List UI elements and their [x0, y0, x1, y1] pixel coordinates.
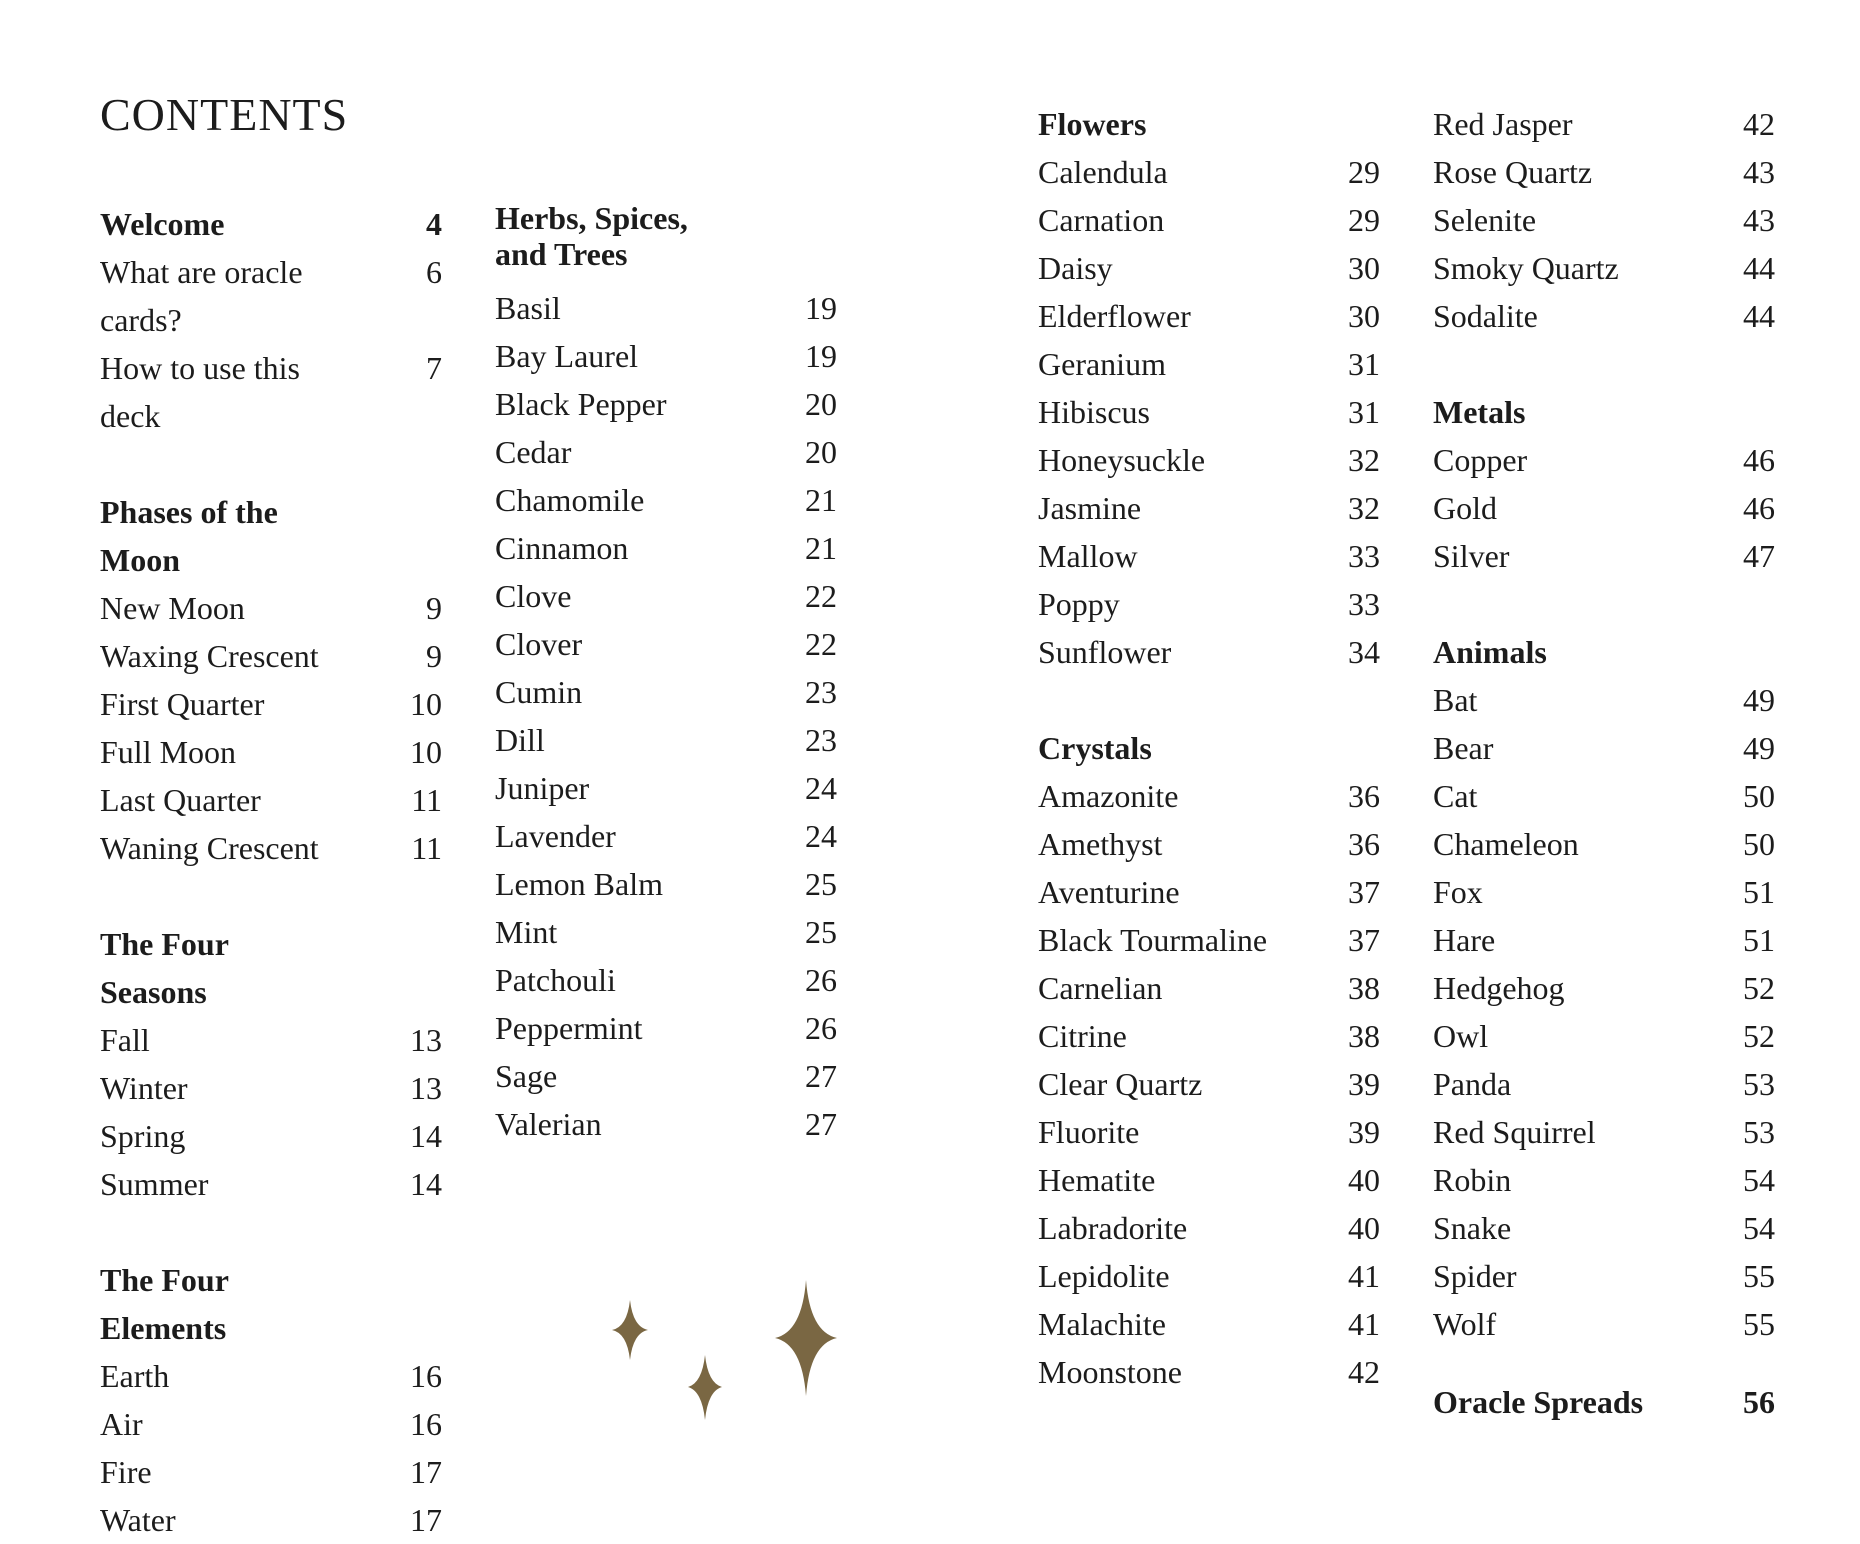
toc-entry-page: 39	[1348, 1066, 1380, 1102]
toc-entry-waning-crescent	[100, 824, 442, 872]
toc-entry-lepidolite	[1038, 1252, 1380, 1300]
toc-column-2	[495, 200, 837, 1148]
section-heading-label: The Four Elements	[100, 1262, 229, 1346]
toc-entry-label: Elderflower	[1038, 298, 1191, 334]
toc-entry-label: Amazonite	[1038, 778, 1179, 814]
section-heading-herbs-spices-and-trees	[495, 200, 837, 272]
toc-entry-label: Snake	[1433, 1210, 1512, 1246]
toc-entry-label: Sunflower	[1038, 634, 1172, 670]
toc-entry-silver	[1433, 532, 1775, 580]
toc-entry-label: Labradorite	[1038, 1210, 1188, 1246]
toc-entry-label: Jasmine	[1038, 490, 1142, 526]
toc-entry-label: Red Jasper	[1433, 106, 1573, 142]
toc-entry-page: 27	[805, 1106, 837, 1142]
toc-entry-label: Cat	[1433, 778, 1478, 814]
toc-entry-label: Moonstone	[1038, 1354, 1182, 1390]
toc-entry-juniper	[495, 764, 837, 812]
toc-entry-label: Copper	[1433, 442, 1528, 478]
section-heading-animals	[1433, 628, 1775, 676]
toc-entry-page: 54	[1743, 1162, 1775, 1198]
toc-entry-page: 20	[805, 434, 837, 470]
toc-entry-page: 51	[1743, 922, 1775, 958]
toc-entry-patchouli	[495, 956, 837, 1004]
toc-entry-cinnamon	[495, 524, 837, 572]
toc-entry-label: Air	[100, 1406, 143, 1442]
toc-entry-page: 19	[805, 338, 837, 374]
toc-entry-carnelian	[1038, 964, 1380, 1012]
toc-entry-bat	[1433, 676, 1775, 724]
toc-entry-label: Wolf	[1433, 1306, 1497, 1342]
toc-entry-page: 55	[1743, 1306, 1775, 1342]
sparkle-stars-icon	[600, 1280, 850, 1420]
toc-entry-page: 42	[1743, 106, 1775, 142]
toc-entry-label: Panda	[1433, 1066, 1512, 1102]
toc-entry-label: Hibiscus	[1038, 394, 1150, 430]
toc-entry-label: Spring	[100, 1118, 186, 1154]
toc-entry-geranium	[1038, 340, 1380, 388]
toc-entry-page: 26	[805, 1010, 837, 1046]
toc-entry-daisy	[1038, 244, 1380, 292]
toc-entry-hematite	[1038, 1156, 1380, 1204]
toc-column-3	[1038, 100, 1380, 1396]
toc-entry-page: 44	[1743, 250, 1775, 286]
toc-entry-label: Amethyst	[1038, 826, 1163, 862]
toc-entry-bay-laurel	[495, 332, 837, 380]
toc-entry-page: 46	[1743, 442, 1775, 478]
toc-entry-label: Selenite	[1433, 202, 1537, 238]
toc-entry-page: 29	[1348, 202, 1380, 238]
toc-entry-page: 22	[805, 578, 837, 614]
toc-entry-label: Cinnamon	[495, 530, 629, 566]
toc-entry-panda	[1433, 1060, 1775, 1108]
toc-entry-poppy	[1038, 580, 1380, 628]
section-heading-label: Welcome	[100, 206, 225, 242]
toc-entry-label: Rose Quartz	[1433, 154, 1593, 190]
toc-entry-page: 52	[1743, 1018, 1775, 1054]
toc-entry-label: Carnation	[1038, 202, 1165, 238]
toc-entry-new-moon	[100, 584, 442, 632]
toc-entry-hedgehog	[1433, 964, 1775, 1012]
toc-entry-label: Bear	[1433, 730, 1494, 766]
toc-entry-page: 54	[1743, 1210, 1775, 1246]
toc-entry-page: 13	[410, 1070, 442, 1106]
toc-entry-label: New Moon	[100, 590, 245, 626]
toc-entry-label: How to use this deck	[100, 350, 300, 434]
section-heading-label: Herbs, Spices, and Trees	[495, 200, 688, 272]
toc-entry-full-moon	[100, 728, 442, 776]
toc-entry-page: 25	[805, 914, 837, 950]
toc-entry-page: 11	[411, 830, 442, 866]
toc-entry-label: Geranium	[1038, 346, 1166, 382]
toc-entry-water	[100, 1496, 442, 1544]
toc-entry-page: 27	[805, 1058, 837, 1094]
toc-entry-page: 37	[1348, 922, 1380, 958]
toc-entry-label: Hedgehog	[1433, 970, 1565, 1006]
toc-entry-page: 9	[426, 638, 442, 674]
section-heading-crystals	[1038, 724, 1380, 772]
toc-entry-citrine	[1038, 1012, 1380, 1060]
toc-entry-page: 24	[805, 770, 837, 806]
toc-entry-how-to-use-this-deck	[100, 344, 442, 440]
toc-entry-page: 32	[1348, 490, 1380, 526]
toc-entry-page: 7	[426, 350, 442, 386]
toc-entry-bear	[1433, 724, 1775, 772]
toc-entry-label: Silver	[1433, 538, 1510, 574]
toc-entry-label: Daisy	[1038, 250, 1113, 286]
toc-entry-clear-quartz	[1038, 1060, 1380, 1108]
toc-entry-label: Earth	[100, 1358, 170, 1394]
toc-entry-fire	[100, 1448, 442, 1496]
toc-entry-page: 10	[410, 734, 442, 770]
toc-entry-cat	[1433, 772, 1775, 820]
toc-entry-label: Hare	[1433, 922, 1496, 958]
toc-entry-sunflower	[1038, 628, 1380, 676]
section-heading-welcome	[100, 200, 442, 248]
toc-entry-page: 49	[1743, 730, 1775, 766]
toc-entry-cumin	[495, 668, 837, 716]
toc-entry-page: 31	[1348, 394, 1380, 430]
toc-entry-page: 51	[1743, 874, 1775, 910]
toc-entry-label: Calendula	[1038, 154, 1168, 190]
toc-entry-amazonite	[1038, 772, 1380, 820]
toc-entry-mint	[495, 908, 837, 956]
section-heading-label: Flowers	[1038, 106, 1147, 142]
toc-entry-label: Citrine	[1038, 1018, 1127, 1054]
toc-entry-page: 16	[410, 1406, 442, 1442]
toc-entry-lavender	[495, 812, 837, 860]
toc-entry-label: Water	[100, 1502, 176, 1538]
toc-entry-label: Lavender	[495, 818, 616, 854]
section-heading-label: Crystals	[1038, 730, 1152, 766]
toc-entry-label: Poppy	[1038, 586, 1120, 622]
toc-entry-moonstone	[1038, 1348, 1380, 1396]
toc-entry-page: 24	[805, 818, 837, 854]
toc-entry-page: 46	[1743, 490, 1775, 526]
section-heading-the-four-elements	[100, 1256, 442, 1352]
toc-entry-jasmine	[1038, 484, 1380, 532]
section-heading-label: Metals	[1433, 394, 1526, 430]
toc-entry-page: 21	[805, 482, 837, 518]
toc-entry-label: Red Squirrel	[1433, 1114, 1596, 1150]
toc-entry-amethyst	[1038, 820, 1380, 868]
toc-entry-black-tourmaline	[1038, 916, 1380, 964]
toc-entry-page: 32	[1348, 442, 1380, 478]
toc-entry-page: 30	[1348, 250, 1380, 286]
toc-entry-label: Dill	[495, 722, 545, 758]
toc-entry-fall	[100, 1016, 442, 1064]
toc-entry-label: Malachite	[1038, 1306, 1166, 1342]
toc-entry-chameleon	[1433, 820, 1775, 868]
toc-entry-label: Owl	[1433, 1018, 1489, 1054]
toc-entry-label: Clear Quartz	[1038, 1066, 1203, 1102]
toc-entry-label: Honeysuckle	[1038, 442, 1206, 478]
section-heading-metals	[1433, 388, 1775, 436]
toc-entry-label: Black Tourmaline	[1038, 922, 1268, 958]
toc-entry-label: Chamomile	[495, 482, 645, 518]
toc-entry-valerian	[495, 1100, 837, 1148]
toc-entry-label: Carnelian	[1038, 970, 1163, 1006]
toc-entry-gold	[1433, 484, 1775, 532]
toc-entry-hare	[1433, 916, 1775, 964]
toc-entry-page: 14	[410, 1166, 442, 1202]
toc-entry-page: 50	[1743, 778, 1775, 814]
toc-entry-page: 43	[1743, 154, 1775, 190]
toc-entry-page: 16	[410, 1358, 442, 1394]
toc-entry-page: 44	[1743, 298, 1775, 334]
toc-entry-label: Bay Laurel	[495, 338, 639, 374]
toc-entry-label: Fall	[100, 1022, 150, 1058]
section-heading-page: 4	[426, 206, 442, 242]
section-heading-label: Oracle Spreads	[1433, 1384, 1644, 1420]
toc-entry-carnation	[1038, 196, 1380, 244]
toc-entry-label: Clove	[495, 578, 572, 614]
toc-entry-page: 23	[805, 674, 837, 710]
toc-entry-page: 40	[1348, 1162, 1380, 1198]
toc-entry-label: What are oracle cards?	[100, 254, 303, 338]
toc-entry-label: Robin	[1433, 1162, 1512, 1198]
toc-entry-page: 23	[805, 722, 837, 758]
toc-entry-page: 17	[410, 1502, 442, 1538]
toc-entry-smoky-quartz	[1433, 244, 1775, 292]
toc-entry-snake	[1433, 1204, 1775, 1252]
toc-entry-label: Smoky Quartz	[1433, 250, 1619, 286]
toc-entry-page: 13	[410, 1022, 442, 1058]
toc-entry-page: 43	[1743, 202, 1775, 238]
toc-entry-wolf	[1433, 1300, 1775, 1348]
toc-entry-label: Sage	[495, 1058, 558, 1094]
toc-entry-label: Lepidolite	[1038, 1258, 1170, 1294]
toc-entry-label: Summer	[100, 1166, 209, 1202]
toc-entry-label: Gold	[1433, 490, 1497, 526]
toc-entry-page: 19	[805, 290, 837, 326]
toc-entry-page: 31	[1348, 346, 1380, 382]
toc-entry-selenite	[1433, 196, 1775, 244]
toc-entry-label: Waxing Crescent	[100, 638, 319, 674]
toc-entry-spider	[1433, 1252, 1775, 1300]
toc-entry-page: 25	[805, 866, 837, 902]
toc-entry-spring	[100, 1112, 442, 1160]
toc-entry-aventurine	[1038, 868, 1380, 916]
toc-entry-clover	[495, 620, 837, 668]
toc-entry-label: Peppermint	[495, 1010, 643, 1046]
toc-entry-label: Fox	[1433, 874, 1483, 910]
toc-entry-mallow	[1038, 532, 1380, 580]
toc-entry-first-quarter	[100, 680, 442, 728]
toc-entry-page: 42	[1348, 1354, 1380, 1390]
toc-entry-label: Lemon Balm	[495, 866, 663, 902]
toc-entry-label: Clover	[495, 626, 583, 662]
toc-entry-page: 39	[1348, 1114, 1380, 1150]
toc-entry-label: Winter	[100, 1070, 188, 1106]
toc-entry-hibiscus	[1038, 388, 1380, 436]
section-heading-label: Animals	[1433, 634, 1547, 670]
toc-entry-label: Waning Crescent	[100, 830, 319, 866]
section-heading-phases-of-the-moon	[100, 488, 442, 584]
toc-entry-page: 37	[1348, 874, 1380, 910]
section-heading-label: The Four Seasons	[100, 926, 229, 1010]
toc-entry-page: 34	[1348, 634, 1380, 670]
toc-entry-basil	[495, 284, 837, 332]
toc-column-1	[100, 200, 442, 1544]
toc-entry-copper	[1433, 436, 1775, 484]
toc-entry-chamomile	[495, 476, 837, 524]
toc-entry-page: 53	[1743, 1066, 1775, 1102]
toc-entry-sodalite	[1433, 292, 1775, 340]
toc-entry-label: Hematite	[1038, 1162, 1156, 1198]
section-heading-flowers	[1038, 100, 1380, 148]
toc-entry-page: 29	[1348, 154, 1380, 190]
toc-entry-label: Valerian	[495, 1106, 602, 1142]
toc-entry-page: 53	[1743, 1114, 1775, 1150]
toc-entry-label: Cumin	[495, 674, 583, 710]
toc-entry-page: 10	[410, 686, 442, 722]
toc-entry-black-pepper	[495, 380, 837, 428]
toc-entry-summer	[100, 1160, 442, 1208]
toc-entry-label: Patchouli	[495, 962, 616, 998]
toc-entry-red-squirrel	[1433, 1108, 1775, 1156]
toc-entry-air	[100, 1400, 442, 1448]
toc-entry-page: 50	[1743, 826, 1775, 862]
toc-entry-malachite	[1038, 1300, 1380, 1348]
toc-entry-page: 36	[1348, 778, 1380, 814]
toc-entry-winter	[100, 1064, 442, 1112]
toc-entry-elderflower	[1038, 292, 1380, 340]
section-heading-the-four-seasons	[100, 920, 442, 1016]
section-heading-label: Phases of the Moon	[100, 494, 278, 578]
toc-entry-rose-quartz	[1433, 148, 1775, 196]
toc-entry-label: Juniper	[495, 770, 590, 806]
toc-entry-label: Fluorite	[1038, 1114, 1140, 1150]
toc-entry-page: 41	[1348, 1258, 1380, 1294]
toc-entry-labradorite	[1038, 1204, 1380, 1252]
toc-entry-page: 38	[1348, 970, 1380, 1006]
toc-entry-label: Last Quarter	[100, 782, 261, 818]
toc-entry-label: Aventurine	[1038, 874, 1180, 910]
toc-entry-label: Sodalite	[1433, 298, 1538, 334]
toc-entry-earth	[100, 1352, 442, 1400]
toc-entry-page: 21	[805, 530, 837, 566]
toc-entry-label: Full Moon	[100, 734, 237, 770]
toc-entry-label: Cedar	[495, 434, 572, 470]
toc-entry-robin	[1433, 1156, 1775, 1204]
toc-entry-honeysuckle	[1038, 436, 1380, 484]
toc-entry-page: 41	[1348, 1306, 1380, 1342]
toc-entry-label: Spider	[1433, 1258, 1517, 1294]
toc-entry-label: Chameleon	[1433, 826, 1579, 862]
toc-entry-page: 9	[426, 590, 442, 626]
toc-entry-page: 14	[410, 1118, 442, 1154]
toc-entry-clove	[495, 572, 837, 620]
toc-entry-label: Basil	[495, 290, 561, 326]
toc-entry-page: 6	[426, 254, 442, 290]
toc-entry-dill	[495, 716, 837, 764]
toc-entry-peppermint	[495, 1004, 837, 1052]
page-title: CONTENTS	[100, 89, 349, 140]
toc-entry-red-jasper	[1433, 100, 1775, 148]
toc-entry-last-quarter	[100, 776, 442, 824]
toc-entry-page: 30	[1348, 298, 1380, 334]
section-heading-oracle-spreads	[1433, 1378, 1775, 1426]
toc-entry-lemon-balm	[495, 860, 837, 908]
toc-entry-owl	[1433, 1012, 1775, 1060]
toc-entry-page: 55	[1743, 1258, 1775, 1294]
toc-entry-cedar	[495, 428, 837, 476]
toc-entry-page: 47	[1743, 538, 1775, 574]
toc-entry-page: 36	[1348, 826, 1380, 862]
toc-entry-page: 38	[1348, 1018, 1380, 1054]
toc-entry-label: Fire	[100, 1454, 152, 1490]
toc-entry-what-are-oracle-cards	[100, 248, 442, 344]
toc-entry-page: 26	[805, 962, 837, 998]
toc-entry-fluorite	[1038, 1108, 1380, 1156]
toc-entry-calendula	[1038, 148, 1380, 196]
toc-entry-page: 22	[805, 626, 837, 662]
toc-entry-label: First Quarter	[100, 686, 265, 722]
toc-entry-page: 17	[410, 1454, 442, 1490]
toc-entry-page: 11	[411, 782, 442, 818]
toc-column-4	[1433, 100, 1775, 1426]
toc-entry-page: 33	[1348, 586, 1380, 622]
toc-entry-fox	[1433, 868, 1775, 916]
toc-entry-label: Black Pepper	[495, 386, 667, 422]
toc-entry-page: 33	[1348, 538, 1380, 574]
toc-entry-page: 20	[805, 386, 837, 422]
toc-entry-label: Bat	[1433, 682, 1478, 718]
toc-entry-page: 52	[1743, 970, 1775, 1006]
toc-entry-sage	[495, 1052, 837, 1100]
toc-entry-page: 40	[1348, 1210, 1380, 1246]
toc-entry-label: Mint	[495, 914, 558, 950]
toc-entry-waxing-crescent	[100, 632, 442, 680]
toc-entry-page: 49	[1743, 682, 1775, 718]
toc-entry-label: Mallow	[1038, 538, 1138, 574]
section-heading-page: 56	[1743, 1384, 1775, 1420]
